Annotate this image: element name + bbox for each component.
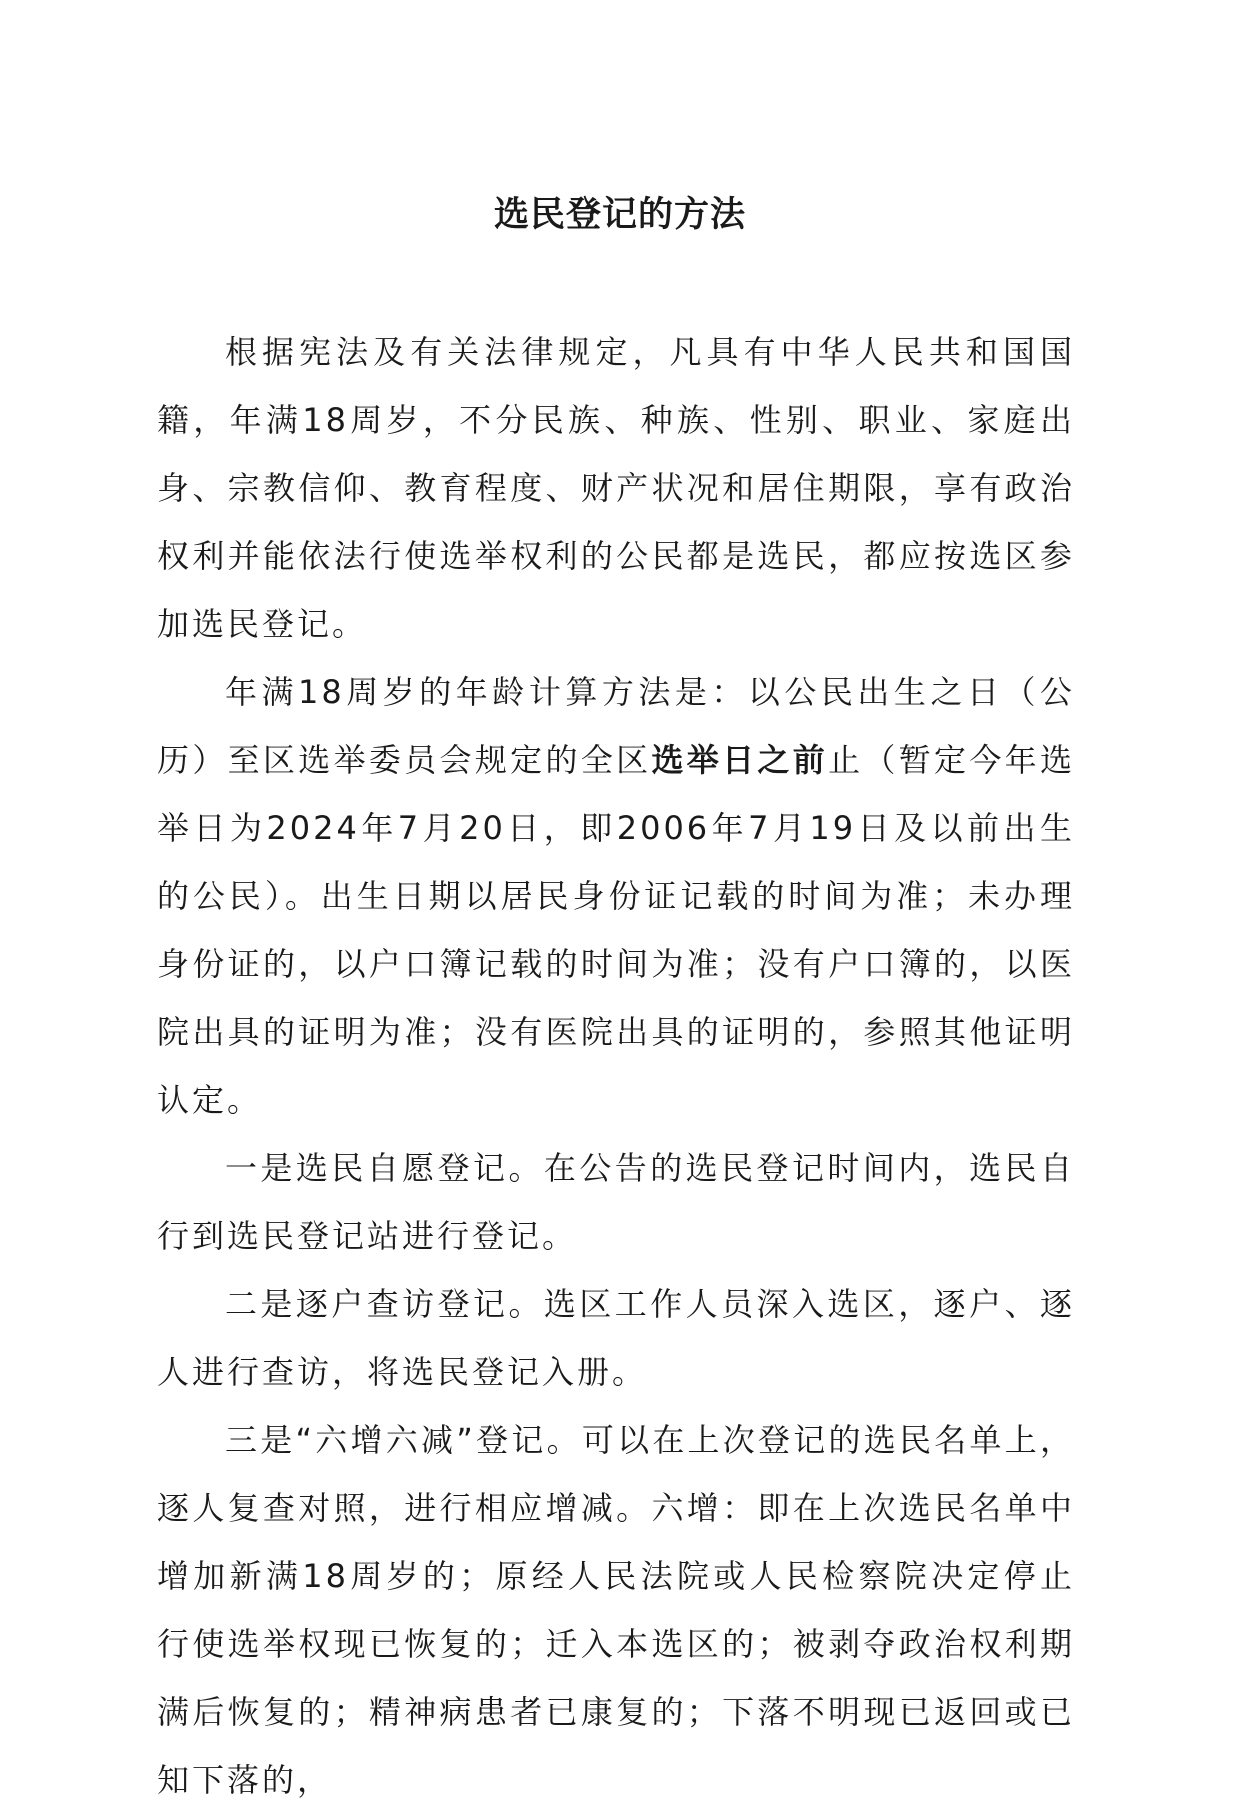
paragraph-text: 三是“六增六减”登记。可以在上次登记的选民名单上，逐人复查对照，进行相应增减。六增：即在上次选民名单中增加新满18周岁的；原经人民法院或人民检察院决定停止行使选举权现已恢复的；迁入本选区的；被剥夺政治权利期满后恢复的；精神病患者已康复的；下落不明现已返回或已知下落的， bbox=[157, 1421, 1075, 1799]
paragraph-method-one bbox=[157, 1134, 1075, 1270]
paragraph-text: 一是选民自愿登记。在公告的选民登记时间内，选民自行到选民登记站进行登记。 bbox=[157, 1149, 1075, 1255]
paragraph-age-calculation bbox=[157, 658, 1075, 1134]
emphasized-text: 选举日之前 bbox=[651, 741, 829, 779]
paragraph-text: 年满18周岁的年龄计算方法是：以公民出生之日（公历）至区选举委员会规定的全区 bbox=[157, 673, 1075, 779]
paragraph-text: 止（暂定今年选举日为2024年7月20日，即2006年7月19日及以前出生的公民）。出生日期以居民身份证记载的时间为准；未办理身份证的，以户口簿记载的时间为准；没有户口簿的，以医院出具的证明为准；没有医院出具的证明的，参照其他证明认定。 bbox=[157, 741, 1075, 1119]
paragraph-method-three bbox=[157, 1406, 1075, 1814]
document-body bbox=[157, 318, 1075, 1814]
paragraph-voter-eligibility bbox=[157, 318, 1075, 658]
paragraph-method-two bbox=[157, 1270, 1075, 1406]
paragraph-text: 根据宪法及有关法律规定，凡具有中华人民共和国国籍，年满18周岁，不分民族、种族、性别、职业、家庭出身、宗教信仰、教育程度、财产状况和居住期限，享有政治权利并能依法行使选举权利的公民都是选民，都应按选区参加选民登记。 bbox=[157, 333, 1075, 643]
paragraph-text: 二是逐户查访登记。选区工作人员深入选区，逐户、逐人进行查访，将选民登记入册。 bbox=[157, 1285, 1075, 1391]
document-title: 选民登记的方法 bbox=[493, 195, 746, 235]
